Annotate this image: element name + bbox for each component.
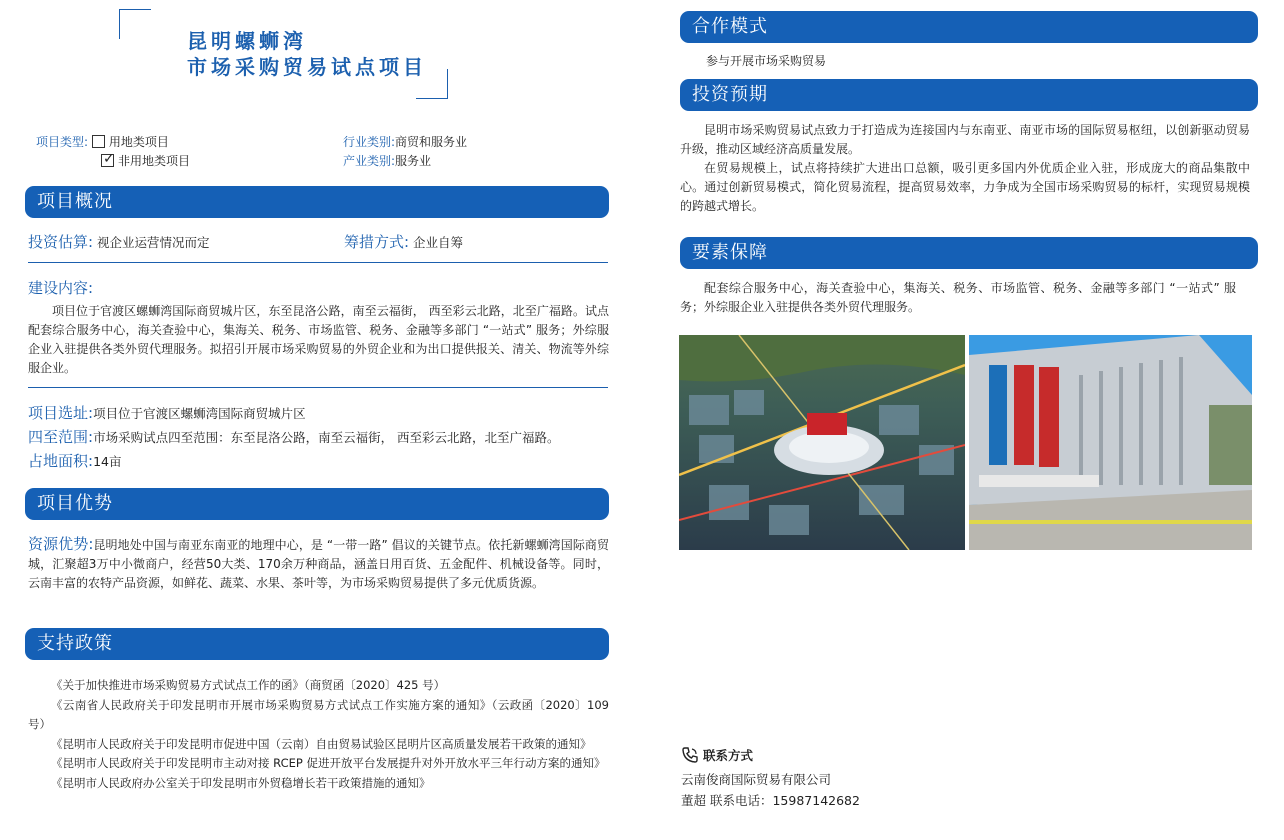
contact-company: 云南俊商国际贸易有限公司 [681, 772, 832, 787]
expectation-p1: 昆明市场采购贸易试点致力于打造成为连接国内与东南亚、南亚市场的国际贸易枢纽，以创新驱动贸易升级，推动区域经济高质量发展。 [680, 123, 1250, 156]
market-building-photo [969, 335, 1252, 550]
site-label: 项目选址: [28, 404, 94, 422]
divider [28, 262, 608, 263]
construction-label: 建设内容: [28, 279, 94, 297]
site-row [28, 403, 306, 424]
area-value: 14亩 [93, 454, 122, 469]
phone-icon [681, 746, 699, 764]
factors-text: 配套综合服务中心，海关查验中心，集海关、税务、市场监管、税务、金融等多部门 “一站式” 服务；外综服企业入驻提供各类外贸代理服务。 [680, 281, 1236, 314]
sector-label: 产业类别: [343, 154, 396, 168]
area-label: 占地面积: [28, 452, 94, 470]
site-value: 项目位于官渡区螺蛳湾国际商贸城片区 [93, 406, 306, 421]
policy-item: 《云南省人民政府关于印发昆明市开展市场采购贸易方式试点工作实施方案的通知》（云政函〔2020〕109 号） [28, 697, 609, 731]
contact-person: 董超 联系电话：15987142682 [681, 793, 860, 808]
sector-value: 服务业 [395, 154, 432, 168]
nonland-checkbox [101, 154, 114, 167]
land-checkbox [92, 135, 105, 148]
investment-label: 投资估算: [28, 233, 94, 251]
resource-label: 资源优势: [28, 535, 94, 553]
construction-heading [28, 278, 93, 299]
contact-label: 联系方式 [702, 748, 753, 763]
section-bar-policy: 支持政策 [25, 628, 609, 660]
nonland-option-label: 非用地类项目 [118, 154, 191, 168]
funding-row [344, 232, 463, 253]
policy-item: 《昆明市人民政府关于印发昆明市主动对接 RCEP 促进开放平台发展提升对外开放水平三年行动方案的通知》 [51, 756, 606, 770]
boundary-label: 四至范围: [28, 428, 94, 446]
policy-item: 《昆明市人民政府办公室关于印发昆明市外贸稳增长若干政策措施的通知》 [51, 775, 431, 790]
category-info [343, 133, 467, 171]
section-bar-cooperation: 合作模式 [680, 11, 1258, 43]
section-bar-advantages: 项目优势 [25, 488, 609, 520]
title-line-1: 昆明螺蛳湾 [187, 29, 307, 53]
expectation-text [680, 121, 1250, 216]
policy-item: 《关于加快推进市场采购贸易方式试点工作的函》（商贸函〔2020〕425 号） [51, 678, 446, 692]
section-bar-expectation: 投资预期 [680, 79, 1258, 111]
industry-value: 商贸和服务业 [395, 135, 468, 149]
divider [28, 387, 608, 388]
policy-list [28, 676, 609, 793]
land-option-label: 用地类项目 [108, 135, 169, 149]
section-bar-factors: 要素保障 [680, 237, 1258, 269]
project-type [36, 133, 190, 171]
resource-text: 昆明地处中国与南亚东南亚的地理中心，是 “一带一路” 倡议的关键节点。依托新螺蛳湾国际商贸城，汇聚超3万中小微商户，经营50大类、170余万种商品，涵盖日用百货、五金配件、机械设备等。同时，云南丰富的农特产品资源，如鲜花、蔬菜、水果、茶叶等，为市场采购贸易提供了多元优质货源。 [28, 538, 609, 590]
boundary-value: 市场采购试点四至范围：东至昆洛公路，南至云福街， 西至彩云北路，北至广福路。 [93, 430, 560, 445]
title-line-2: 市场采购贸易试点项目 [187, 55, 427, 79]
expectation-p2: 在贸易规模上，试点将持续扩大进出口总额，吸引更多国内外优质企业入驻，形成庞大的商品集散中心。通过创新贸易模式，简化贸易流程，提高贸易效率，力争成为全国市场采购贸易的标杆，实现贸易规模的跨越式增长。 [680, 161, 1250, 213]
investment-value: 视企业运营情况而定 [97, 235, 210, 250]
project-type-label: 项目类型: [36, 135, 89, 149]
industry-label: 行业类别: [343, 135, 396, 149]
funding-value: 企业自筹 [413, 235, 464, 250]
investment-row [28, 232, 210, 253]
title-frame-top-left [119, 9, 151, 39]
funding-label: 筹措方式: [344, 233, 410, 251]
area-row [28, 451, 121, 472]
contact-block [681, 745, 860, 811]
aerial-rendering-photo [679, 335, 965, 550]
title-frame-bottom-right [416, 69, 448, 99]
cooperation-text: 参与开展市场采购贸易 [706, 54, 827, 68]
boundary-row [28, 427, 560, 448]
page-title [187, 28, 427, 80]
construction-text: 项目位于官渡区螺蛳湾国际商贸城片区，东至昆洛公路，南至云福街， 西至彩云北路，北至广福路。试点配套综合服务中心，海关查验中心，集海关、税务、市场监管、税务、金融等多部门 “一站式” 服务；外综服企业入驻提供各类外贸代理服务。拟招引开展市场采购贸易的外贸企业和为出口提供报关、清关、物流等外综服企业。 [28, 304, 609, 375]
section-bar-overview: 项目概况 [25, 186, 609, 218]
resource-advantage [28, 535, 609, 593]
policy-item: 《昆明市人民政府关于印发昆明市促进中国（云南）自由贸易试验区昆明片区高质量发展若干政策的通知》 [51, 736, 592, 751]
